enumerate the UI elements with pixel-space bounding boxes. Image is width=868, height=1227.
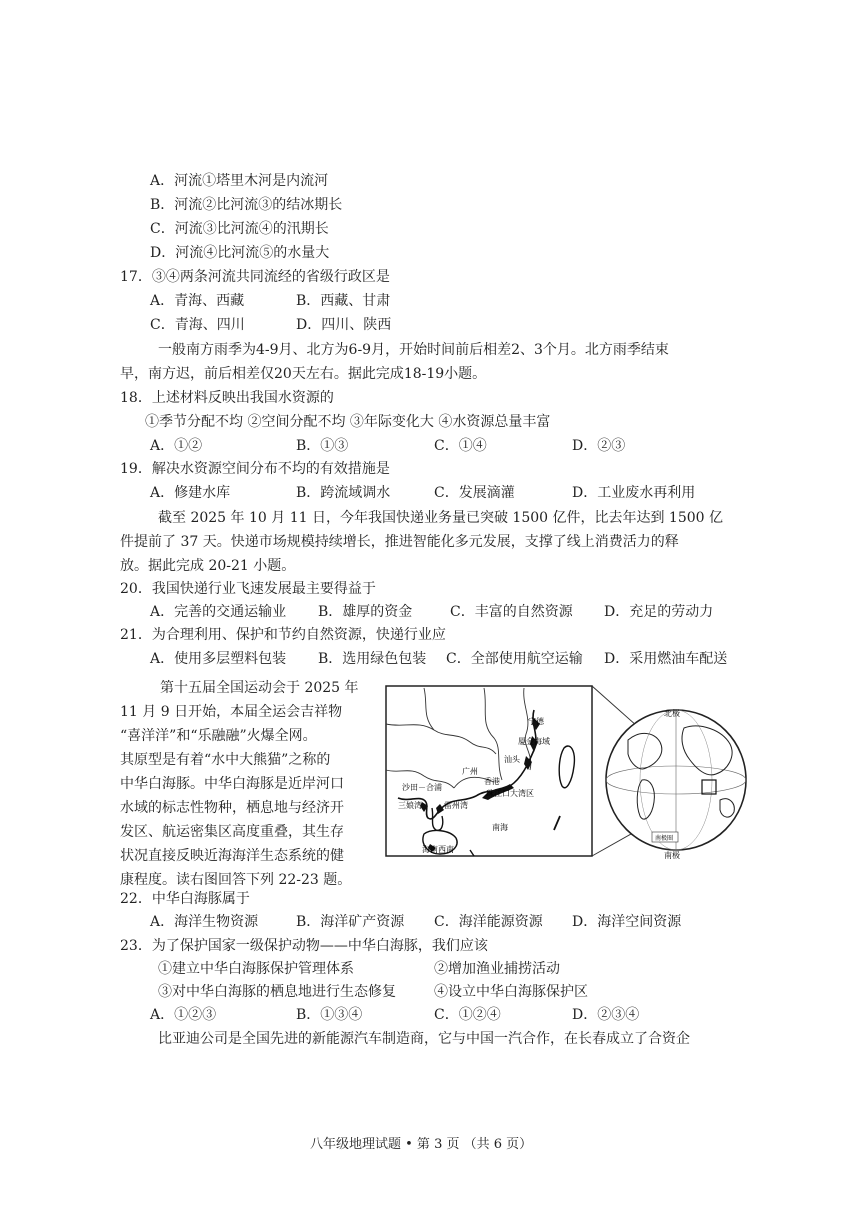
q20-option-d: D．充足的劳动力	[604, 604, 714, 620]
q16-option-b: B．河流②比河流③的结冰期长	[150, 197, 343, 213]
q17-option-a: A．青海、西藏	[150, 293, 245, 309]
q16-option-c: C．河流③比河流④的汛期长	[150, 221, 329, 237]
material-express-line3: 放。据此完成 20-21 小题。	[120, 558, 296, 574]
q23-option-a: A．①②③	[150, 1007, 217, 1023]
q20-option-b: B．雄厚的资金	[318, 604, 413, 620]
q20-option-a: A．完善的交通运输业	[150, 604, 287, 620]
page-footer: 八年级地理试题 • 第 3 页 （共 6 页）	[310, 1137, 533, 1152]
material-dolphin-line4: 其原型是有着“水中大熊猫”之称的	[120, 752, 331, 768]
q22-option-c: C．海洋能源资源	[434, 914, 543, 930]
q22-stem: 22．中华白海豚属于	[120, 891, 250, 907]
label-hainan-sw: 海南西南	[422, 845, 454, 854]
label-prd: 珠江口大湾区	[486, 789, 534, 798]
material-dolphin-line7: 发区、航运密集区高度重叠，其生存	[120, 824, 344, 840]
q22-option-d: D．海洋空间资源	[572, 914, 682, 930]
q19-option-c: C．发展滴灌	[434, 485, 515, 501]
q18-items: ①季节分配不均 ②空间分配不均 ③年际变化大 ④水资源总量丰富	[145, 414, 551, 430]
q23-item-3: ③对中华白海豚的栖息地进行生态修复	[158, 984, 396, 1000]
q18-option-c: C．①④	[434, 438, 487, 454]
label-shantou: 汕头	[504, 755, 520, 764]
label-ningde: 宁德	[528, 717, 544, 726]
q17-option-d: D．四川、陕西	[296, 317, 392, 333]
q22-option-a: A．海洋生物资源	[150, 914, 259, 930]
label-nanhai: 南海	[492, 823, 508, 832]
q16-option-d: D．河流④比河流⑤的水量大	[150, 245, 330, 261]
material-dolphin-line1: 第十五届全国运动会于 2025 年	[160, 680, 359, 696]
material-dolphin-line9: 康程度。读右图回答下列 22-23 题。	[120, 872, 352, 888]
q21-option-b: B．选用绿色包装	[318, 651, 427, 667]
q21-option-d: D．采用燃油车配送	[604, 651, 728, 667]
dolphin-habitat-map	[384, 684, 754, 860]
q20-stem: 20．我国快递行业飞速发展最主要得益于	[120, 581, 376, 597]
q23-option-b: B．①③④	[296, 1007, 363, 1023]
q19-option-a: A．修建水库	[150, 485, 231, 501]
q21-stem: 21．为合理利用、保护和节约自然资源，快递行业应	[120, 627, 446, 643]
label-north-pole: 北极	[664, 709, 680, 718]
material-dolphin-line5: 中华白海豚。中华白海豚是近岸河口	[120, 776, 344, 792]
label-shatian: 沙田－合浦	[402, 783, 442, 792]
label-sanniang: 三娘湾	[398, 801, 422, 810]
q23-item-1: ①建立中华白海豚保护管理体系	[158, 961, 354, 977]
q21-option-c: C．全部使用航空运输	[446, 651, 583, 667]
q16-option-a: A．河流①塔里木河是内流河	[150, 173, 329, 189]
material-rain-line1: 一般南方雨季为4-9月、北方为6-9月，开始时间前后相差2、3个月。北方雨季结束	[158, 342, 669, 358]
q22-option-b: B．海洋矿产资源	[296, 914, 405, 930]
q23-option-c: C．①②④	[434, 1007, 501, 1023]
label-leizhou: 雷州湾	[444, 801, 468, 810]
q18-stem: 18．上述材料反映出我国水资源的	[120, 390, 334, 406]
material-dolphin-line8: 状况直接反映近海海洋生态系统的健	[120, 848, 344, 864]
q23-item-2: ②增加渔业捕捞活动	[434, 961, 560, 977]
q21-option-a: A．使用多层塑料包装	[150, 651, 287, 667]
material-rain-line2: 早，南方迟，前后相差仅20天左右。据此完成18-19小题。	[120, 366, 487, 382]
label-south-pole: 南极	[664, 851, 680, 860]
label-antarctic-circle: 南极圈	[655, 835, 674, 842]
q17-stem: 17．③④两条河流共同流经的省级行政区是	[120, 269, 390, 285]
label-xianggang: 香港	[484, 777, 500, 786]
q20-option-c: C．丰富的自然资源	[450, 604, 573, 620]
q23-option-d: D．②③④	[572, 1007, 640, 1023]
material-byd-line1: 比亚迪公司是全国先进的新能源汽车制造商，它与中国一汽合作，在长春成立了合资企	[158, 1031, 690, 1047]
q19-stem: 19．解决水资源空间分布不均的有效措施是	[120, 461, 390, 477]
q23-item-4: ④设立中华白海豚保护区	[434, 984, 588, 1000]
q17-option-b: B．西藏、甘肃	[296, 293, 391, 309]
q19-option-b: B．跨流域调水	[296, 485, 391, 501]
q17-option-c: C．青海、四川	[150, 317, 245, 333]
q18-option-d: D．②③	[572, 438, 626, 454]
material-express-line1: 截至 2025 年 10 月 11 日，今年我国快递业务量已突破 1500 亿件，比去年达到 1500 亿	[158, 510, 724, 526]
q18-option-a: A．①②	[150, 438, 203, 454]
material-express-line2: 件提前了 37 天。快递市场规模持续增长，推进智能化多元发展，支撑了线上消费活力的释	[120, 534, 679, 550]
q18-option-b: B．①③	[296, 438, 349, 454]
material-dolphin-line3: “喜洋洋”和“乐融融”火爆全网。	[120, 728, 317, 744]
q19-option-d: D．工业废水再利用	[572, 485, 696, 501]
material-dolphin-line6: 水域的标志性物种，栖息地与经济开	[120, 800, 344, 816]
label-xiamen: 厦金海域	[518, 737, 550, 746]
q23-stem: 23．为了保护国家一级保护动物——中华白海豚，我们应该	[120, 938, 488, 954]
label-guangzhou: 广州	[462, 767, 478, 776]
material-dolphin-line2: 11 月 9 日开始，本届全运会吉祥物	[120, 704, 343, 720]
